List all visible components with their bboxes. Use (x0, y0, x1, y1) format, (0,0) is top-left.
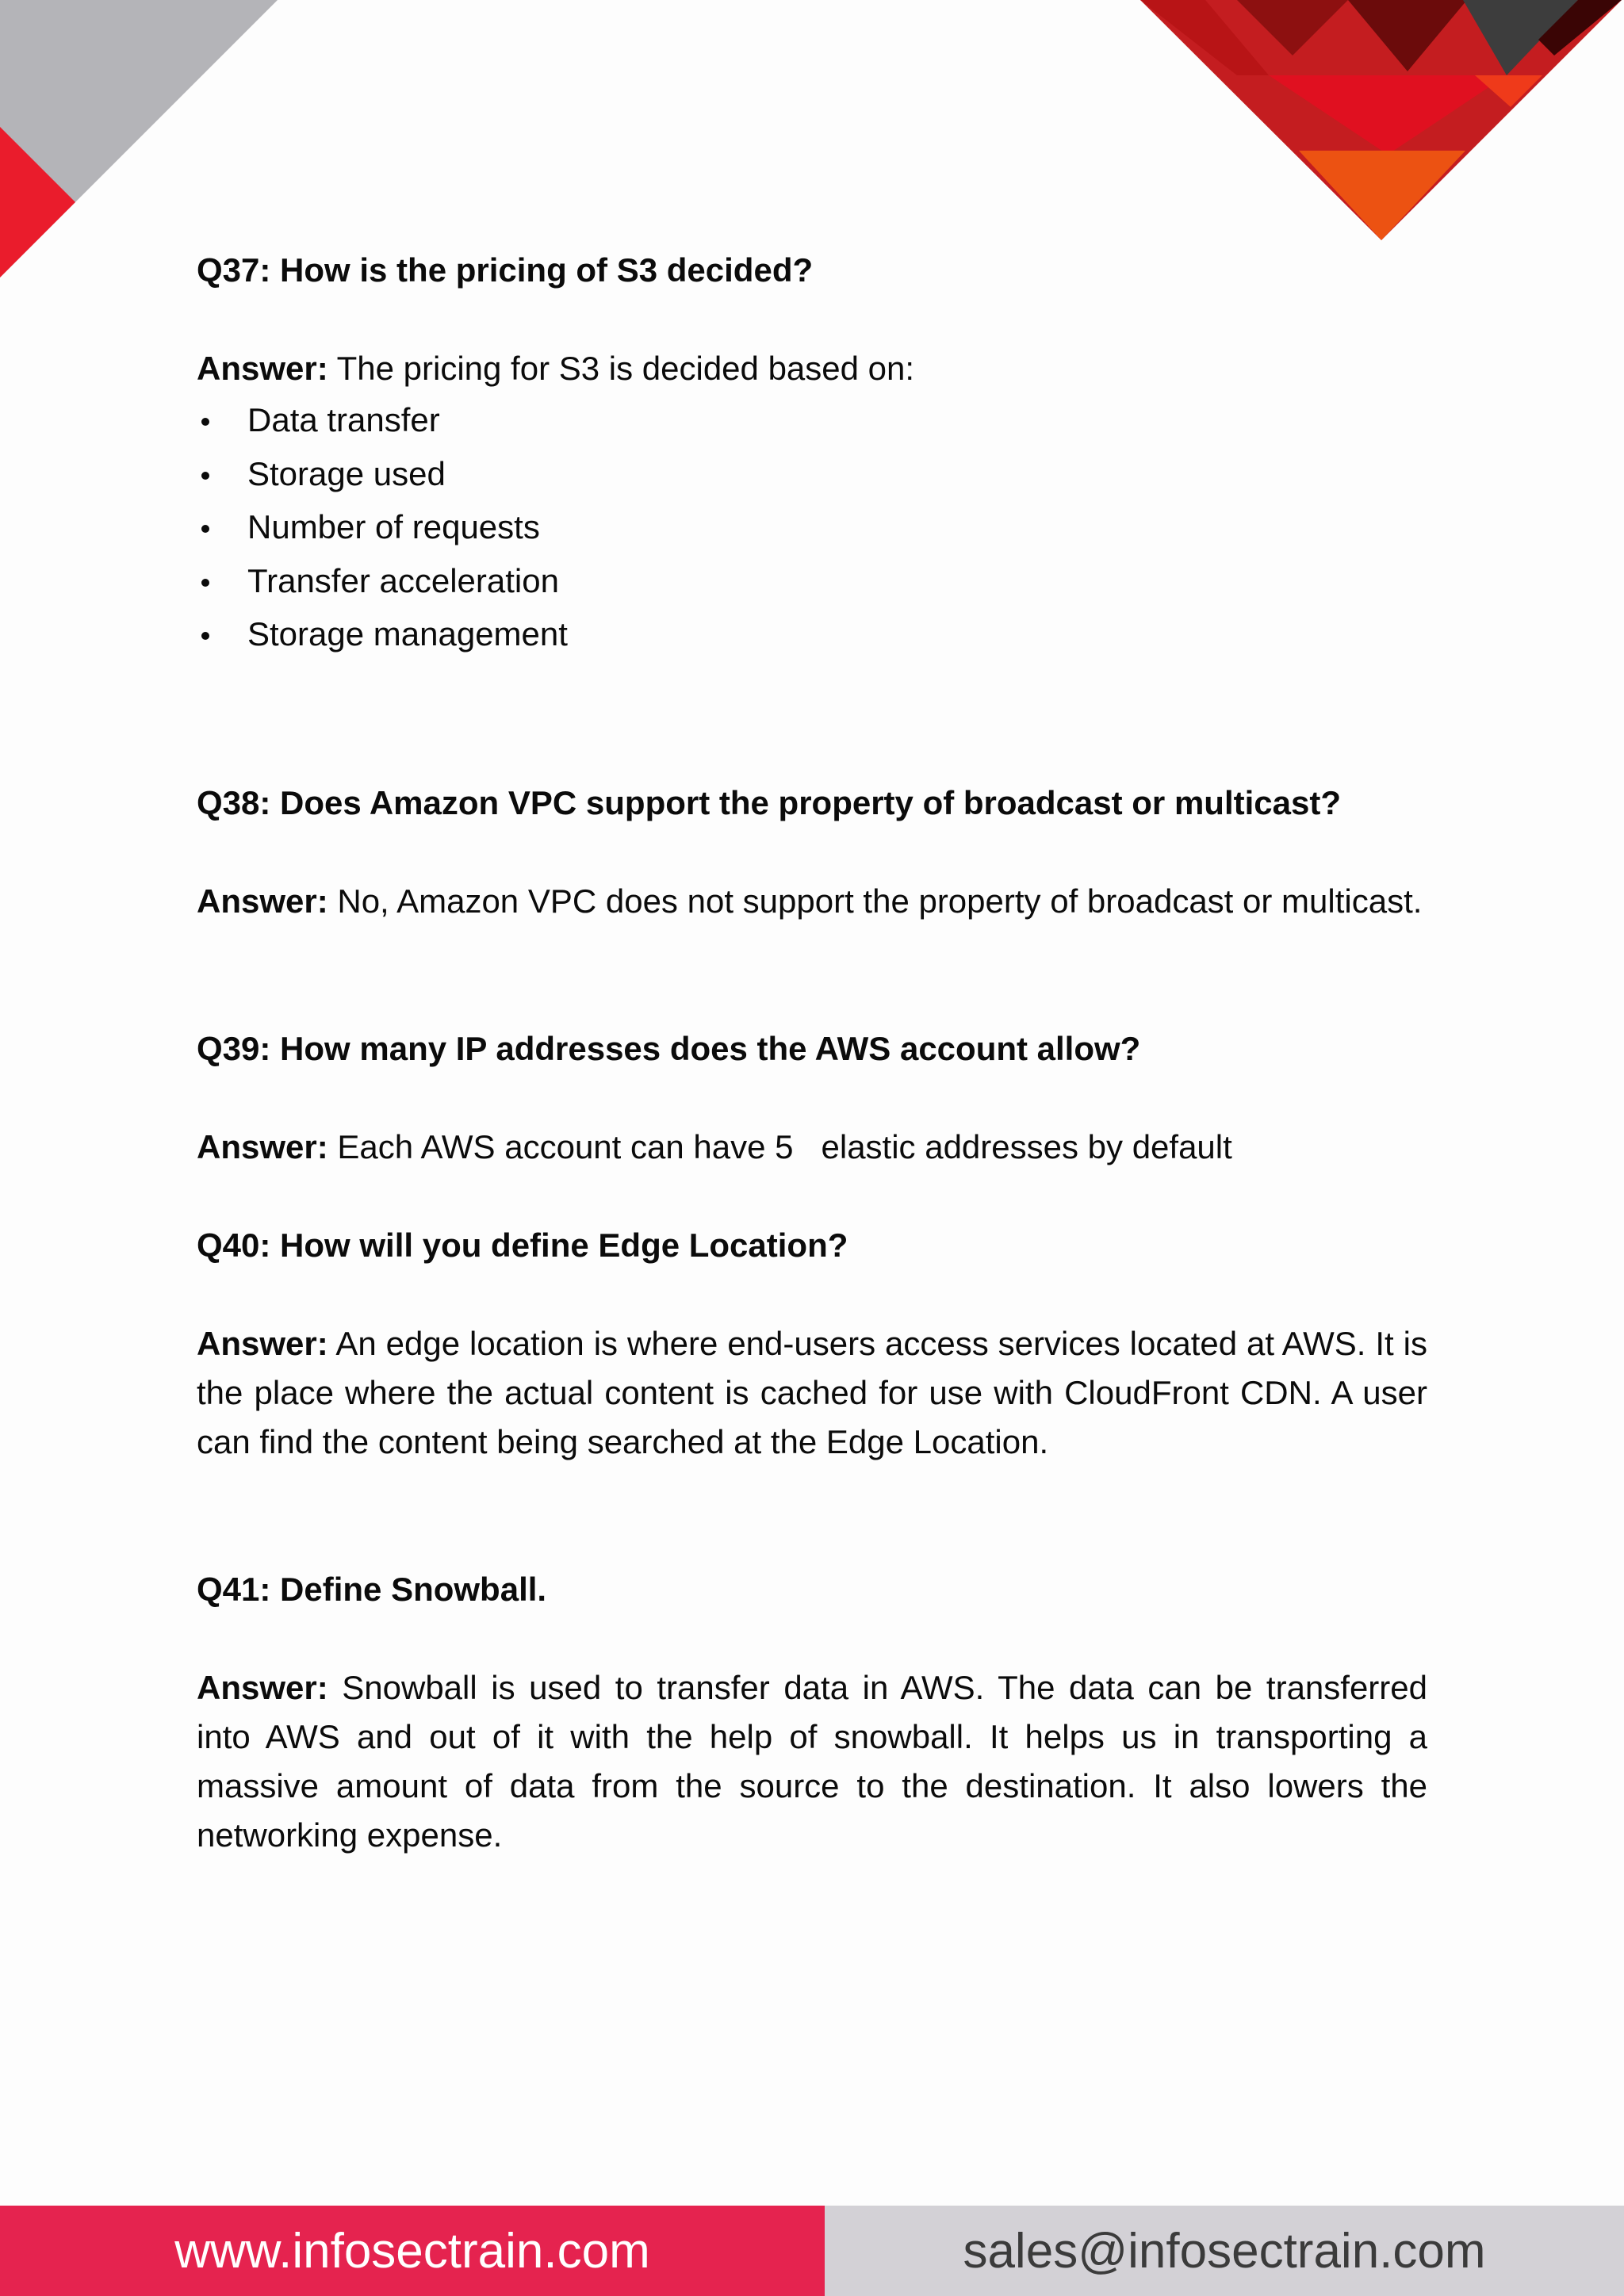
list-item-text: Data transfer (247, 401, 440, 438)
document-body (197, 246, 1427, 1860)
answer-paragraph (197, 877, 1427, 926)
bullet-icon (201, 632, 209, 640)
answer-text: The pricing for S3 is decided based on: (327, 350, 915, 387)
bullet-icon (201, 579, 209, 587)
answer-paragraph (197, 1319, 1427, 1467)
list-item (197, 393, 1427, 447)
question-heading: Q38: Does Amazon VPC support the property of broadcast or multicast? (197, 783, 1341, 821)
question-heading: Q37: How is the pricing of S3 decided? (197, 251, 814, 289)
list-item (197, 554, 1427, 608)
answer-label: Answer: (197, 1127, 328, 1165)
footer-bar (0, 2206, 1624, 2296)
answer-paragraph (197, 1663, 1427, 1860)
answer-text: Snowball is used to transfer data in AWS. The data can be transferred into AWS and out of it with the help of snowball. It helps us in transporting a massive amount of data from the source to the destination. It also lowers the networking expense. (197, 1668, 1427, 1854)
question-heading: Q40: How will you define Edge Location? (197, 1226, 848, 1264)
answer-text: No, Amazon VPC does not support the property of broadcast or multicast. (327, 882, 1423, 920)
pricing-factor-list (197, 393, 1427, 661)
list-item-text: Number of requests (247, 508, 540, 545)
list-item (197, 607, 1427, 661)
answer-text: An edge location is where end-users access services located at AWS. It is the place where the actual content is cached for use with CloudFront CDN. A user can find the content being searched at the Edge Location. (197, 1324, 1427, 1460)
answer-paragraph (197, 1123, 1427, 1172)
list-item-text: Storage management (247, 615, 568, 652)
email-link[interactable]: sales@infosectrain.com (825, 2206, 1624, 2296)
website-link[interactable]: www.infosectrain.com (0, 2206, 825, 2296)
answer-text: Each AWS account can have 5 elastic addresses by default (327, 1127, 1232, 1165)
list-item (197, 500, 1427, 554)
answer-label: Answer: (197, 1324, 328, 1362)
bullet-icon (201, 525, 209, 533)
list-item-text: Transfer acceleration (247, 561, 559, 599)
list-item-text: Storage used (247, 454, 446, 492)
answer-label: Answer: (197, 1668, 328, 1706)
answer-paragraph (197, 344, 1427, 393)
bullet-icon (201, 418, 209, 426)
answer-label: Answer: (197, 350, 328, 387)
bullet-icon (201, 472, 209, 480)
answer-label: Answer: (197, 882, 328, 920)
question-heading: Q39: How many IP addresses does the AWS account allow? (197, 1029, 1141, 1067)
question-heading: Q41: Define Snowball. (197, 1570, 547, 1608)
list-item (197, 447, 1427, 501)
corner-decoration (0, 0, 1624, 285)
